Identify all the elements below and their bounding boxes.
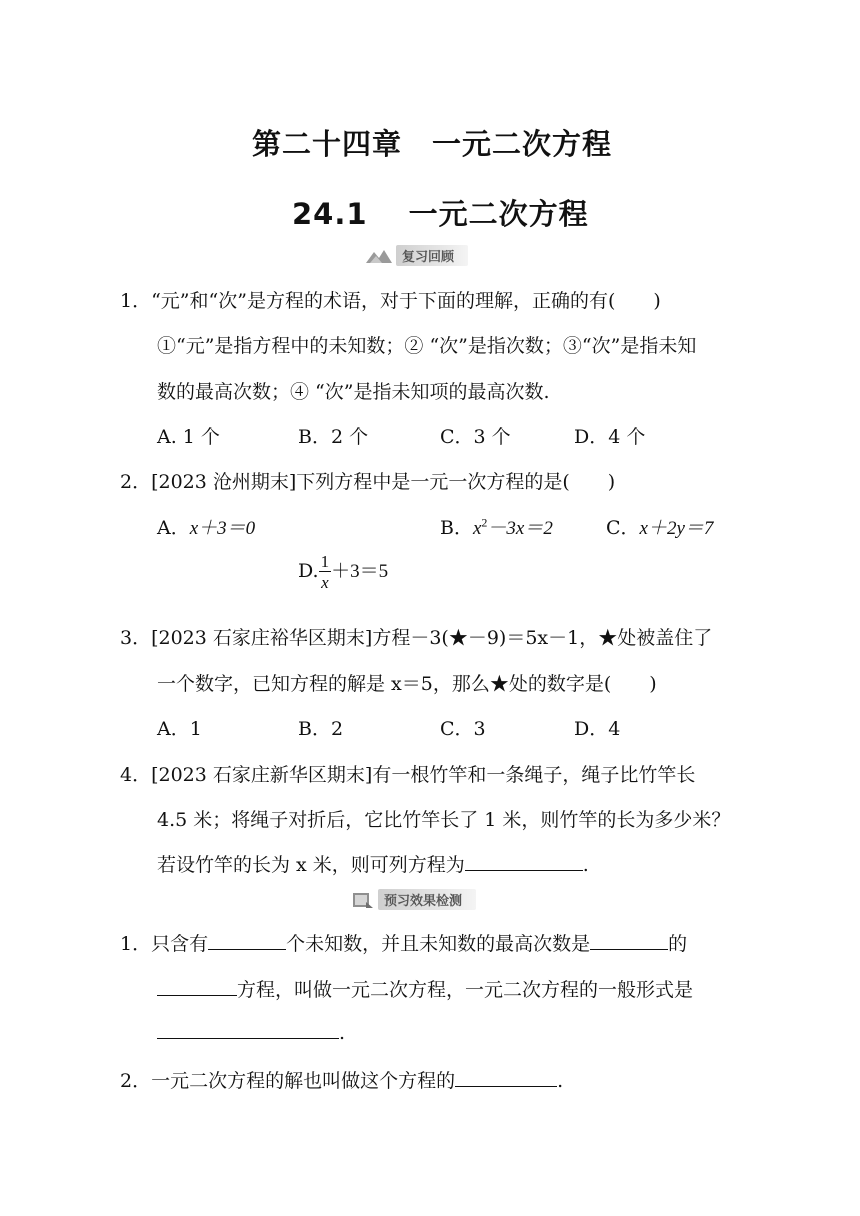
review-q2-stem: 2．[2023 沧州期末]下列方程中是一元一次方程的是( ) bbox=[120, 471, 616, 493]
review-q3-option-b: B．2 bbox=[298, 718, 344, 740]
answer-blank[interactable] bbox=[157, 977, 237, 996]
answer-blank[interactable] bbox=[465, 852, 583, 871]
preview-q1-line1: 1．只含有 个未知数，并且未知数的最高次数是 的 bbox=[120, 933, 688, 955]
review-q3-line1: 3．[2023 石家庄裕华区期末]方程－3(★－9)＝5x－1，★处被盖住了 bbox=[120, 627, 713, 649]
review-q4-line3: 若设竹竿的长为 x 米，则可列方程为 . bbox=[157, 854, 589, 876]
review-q1-stem: 1．“元”和“次”是方程的术语，对于下面的理解，正确的有( ) bbox=[120, 290, 661, 312]
mountain-icon bbox=[366, 248, 392, 264]
answer-blank[interactable] bbox=[208, 931, 286, 950]
answer-blank[interactable] bbox=[157, 1020, 339, 1039]
review-q1-option-a: A. 1 个 bbox=[157, 426, 220, 448]
review-q3-option-a: A．1 bbox=[157, 718, 202, 740]
review-q1-option-c: C．3 个 bbox=[440, 426, 511, 448]
review-q3-option-d: D．4 bbox=[574, 718, 621, 740]
preview-q2: 2．一元二次方程的解也叫做这个方程的 . bbox=[120, 1070, 564, 1092]
answer-blank[interactable] bbox=[590, 931, 668, 950]
review-q1-option-d: D．4 个 bbox=[574, 426, 646, 448]
review-q4-line1: 4．[2023 石家庄新华区期末]有一根竹竿和一条绳子，绳子比竹竿长 bbox=[120, 764, 696, 786]
review-q2-option-c: C．x＋2y＝7 bbox=[606, 517, 714, 539]
review-q2-option-d: D. $\frac{1}{x}$ ＋3＝5 bbox=[298, 552, 389, 592]
review-q2-option-b: B．$x^2-3x=2$ bbox=[440, 515, 553, 539]
review-badge bbox=[366, 245, 468, 266]
review-badge-label: 复习回顾 bbox=[396, 245, 468, 266]
review-q4-line2: 4.5 米；将绳子对折后，它比竹竿长了 1 米，则竹竿的长为多少米？ bbox=[157, 809, 731, 831]
review-q1-line2: ①“元”是指方程中的未知数；② “次”是指次数；③“次”是指未知 bbox=[157, 335, 697, 357]
answer-blank[interactable] bbox=[455, 1068, 557, 1087]
review-q1-line3: 数的最高次数；④ “次”是指未知项的最高次数. bbox=[157, 381, 550, 403]
preview-badge-label: 预习效果检测 bbox=[378, 889, 476, 910]
preview-q1-line2: 方程，叫做一元二次方程，一元二次方程的一般形式是 bbox=[157, 975, 693, 1002]
section-title: 24.1 一元二次方程 bbox=[292, 197, 589, 231]
chapter-title: 第二十四章 一元二次方程 bbox=[252, 127, 613, 161]
preview-q1-line3: . bbox=[157, 1020, 345, 1044]
review-q1-option-b: B．2 个 bbox=[298, 426, 369, 448]
preview-badge bbox=[352, 889, 476, 910]
review-q3-option-c: C．3 bbox=[440, 718, 486, 740]
fraction: $\frac{1}{x}$ bbox=[320, 552, 330, 592]
book-icon bbox=[352, 891, 374, 909]
review-q3-line2: 一个数字，已知方程的解是 x＝5，那么★处的数字是( ) bbox=[157, 673, 657, 695]
review-q2-option-a: A．x＋3＝0 bbox=[157, 517, 256, 539]
